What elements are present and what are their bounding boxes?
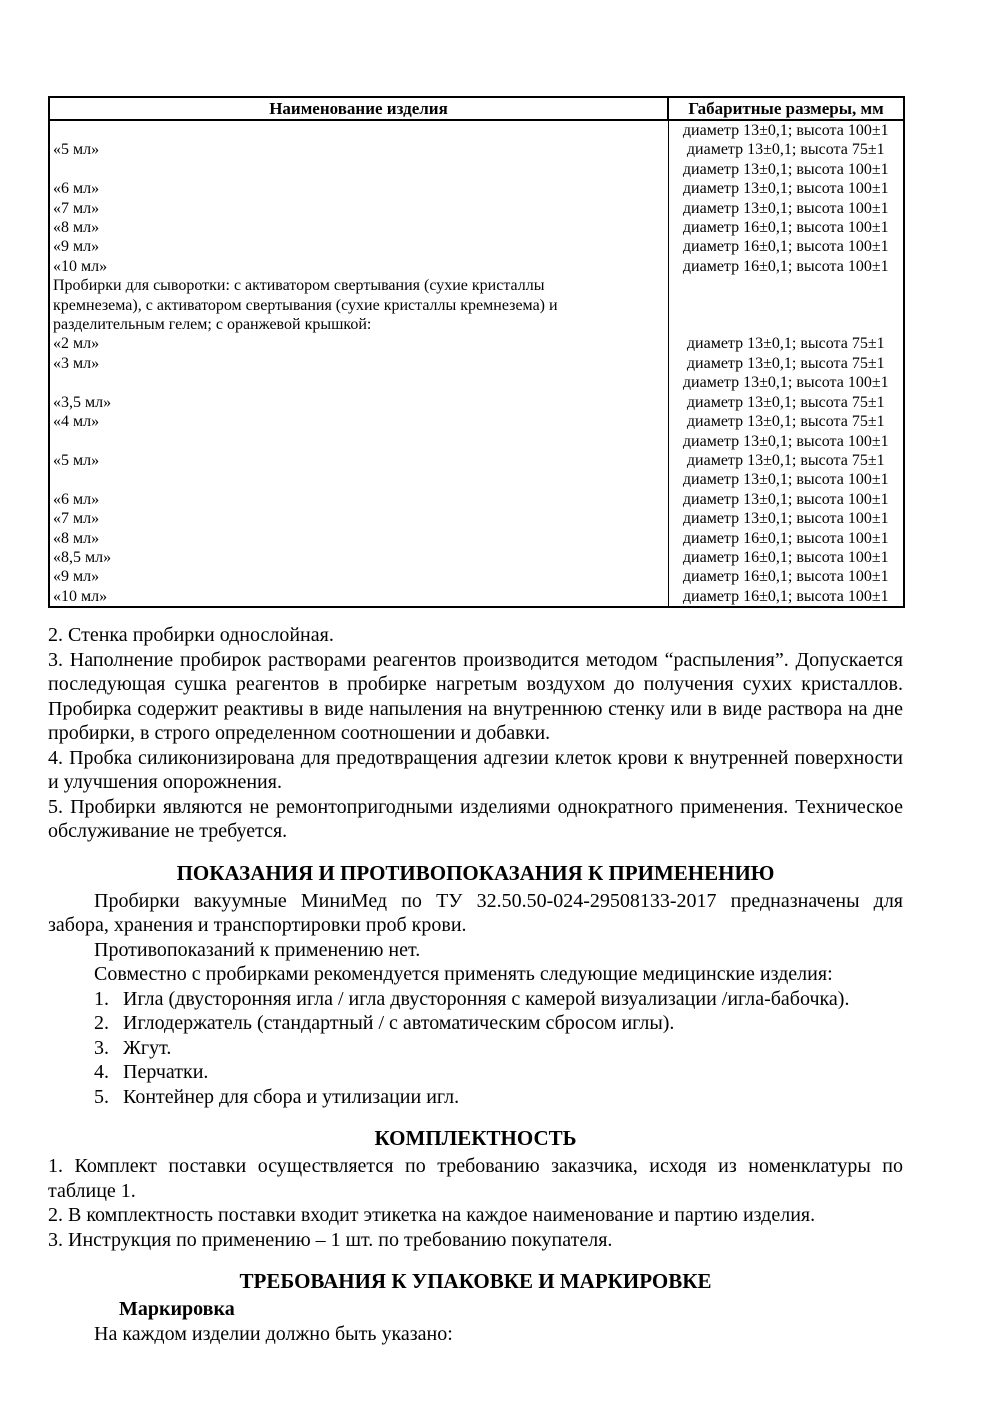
table-row (49, 120, 904, 140)
cell-product-name: «3 мл» (49, 354, 668, 373)
cell-product-name: «9 мл» (49, 567, 668, 586)
paragraph-label-included: 2. В комплектность поставки входит этикетка на каждое наименование и партию изделия. (48, 1204, 816, 1227)
cell-product-name: «5 мл» (49, 140, 668, 159)
cell-product-name: «4 мл» (49, 412, 668, 431)
list-item (48, 1036, 903, 1061)
cell-product-name (49, 160, 668, 179)
cell-product-name: Пробирки для сыворотки: с активатором свертывания (сухие кристаллы (49, 276, 668, 295)
table-row (49, 276, 904, 295)
table-row (49, 490, 904, 509)
table-row (49, 334, 904, 353)
table-row (49, 587, 904, 607)
cell-product-name: «3,5 мл» (49, 393, 668, 412)
cell-dimensions: диаметр 16±0,1; высота 100±1 (668, 218, 904, 237)
paragraph-siliconized-stopper: 4. Пробка силиконизирована для предотвращения адгезии клеток крови к внутренней поверхности и улучшения опорожнения. (48, 746, 903, 794)
cell-dimensions: диаметр 13±0,1; высота 100±1 (668, 470, 904, 489)
table-row (49, 470, 904, 489)
table-row (49, 567, 904, 586)
paragraph-instruction-included: 3. Инструкция по применению – 1 шт. по требованию покупателя. (48, 1228, 613, 1251)
list-item-number: 1. (94, 987, 109, 1010)
cell-dimensions: диаметр 13±0,1; высота 75±1 (668, 354, 904, 373)
table-row (49, 257, 904, 276)
cell-dimensions: диаметр 13±0,1; высота 100±1 (668, 199, 904, 218)
table-row (49, 140, 904, 159)
paragraph-recommended-devices: Совместно с пробирками рекомендуется применять следующие медицинские изделия: (94, 963, 833, 986)
cell-dimensions: диаметр 13±0,1; высота 100±1 (668, 490, 904, 509)
paragraph-delivery-set: 1. Комплект поставки осуществляется по требованию заказчика, исходя из номенклатуры по таблице 1. (48, 1155, 903, 1202)
table-row (49, 412, 904, 431)
table-row (49, 179, 904, 198)
table-row (49, 296, 904, 315)
cell-product-name (49, 432, 668, 451)
list-item (48, 1085, 903, 1110)
heading-completeness: КОМПЛЕКТНОСТЬ (374, 1126, 577, 1151)
cell-product-name (49, 470, 668, 489)
cell-product-name (49, 373, 668, 392)
list-item-text: Контейнер для сбора и утилизации игл. (123, 1085, 460, 1108)
heading-packaging-marking: ТРЕБОВАНИЯ К УПАКОВКЕ И МАРКИРОВКЕ (239, 1269, 712, 1294)
list-item-number: 3. (94, 1036, 109, 1059)
cell-product-name: «7 мл» (49, 509, 668, 528)
list-item-number: 4. (94, 1061, 109, 1084)
cell-product-name: «8,5 мл» (49, 548, 668, 567)
cell-dimensions: диаметр 16±0,1; высота 100±1 (668, 567, 904, 586)
table-header-row (49, 97, 904, 120)
cell-product-name: «8 мл» (49, 218, 668, 237)
cell-dimensions (668, 296, 904, 315)
cell-product-name: «8 мл» (49, 529, 668, 548)
table-row (49, 509, 904, 528)
table-row (49, 237, 904, 256)
table-row (49, 451, 904, 470)
table-row (49, 529, 904, 548)
column-header-dimensions: Габаритные размеры, мм (668, 97, 904, 120)
cell-product-name: кремнезема), с активатором свертывания (сухие кристаллы кремнезема) и (49, 296, 668, 315)
product-spec-table (48, 96, 905, 608)
cell-dimensions (668, 276, 904, 295)
table-row (49, 354, 904, 373)
cell-product-name (49, 120, 668, 140)
table-row (49, 548, 904, 567)
cell-dimensions: диаметр 13±0,1; высота 100±1 (668, 179, 904, 198)
cell-product-name: «6 мл» (49, 179, 668, 198)
heading-indications: ПОКАЗАНИЯ И ПРОТИВОПОКАЗАНИЯ К ПРИМЕНЕНИЮ (176, 860, 775, 885)
cell-dimensions: диаметр 16±0,1; высота 100±1 (668, 257, 904, 276)
column-header-product-name: Наименование изделия (49, 97, 668, 120)
cell-dimensions: диаметр 16±0,1; высота 100±1 (668, 587, 904, 607)
list-item-number: 5. (94, 1085, 109, 1108)
list-item (48, 1011, 903, 1036)
list-item-text: Иглодержатель (стандартный / с автоматическим сбросом иглы). (123, 1012, 675, 1035)
paragraph-no-contraindications: Противопоказаний к применению нет. (94, 938, 421, 961)
list-item-text: Перчатки. (123, 1061, 209, 1084)
cell-dimensions: диаметр 13±0,1; высота 100±1 (668, 509, 904, 528)
list-item-text: Игла (двусторонняя игла / игла двусторонняя с камерой визуализации /игла-бабочка). (123, 987, 850, 1010)
paragraph-tube-wall: 2. Стенка пробирки однослойная. (48, 624, 334, 647)
table-section-serum-tubes (49, 276, 904, 607)
cell-dimensions: диаметр 16±0,1; высота 100±1 (668, 237, 904, 256)
cell-dimensions: диаметр 13±0,1; высота 75±1 (668, 140, 904, 159)
list-item-number: 2. (94, 1012, 109, 1035)
paragraph-marking-intro: На каждом изделии должно быть указано: (94, 1322, 453, 1345)
cell-product-name: разделительным гелем; с оранжевой крышкой: (49, 315, 668, 334)
cell-dimensions: диаметр 13±0,1; высота 100±1 (668, 432, 904, 451)
paragraph-single-use: 5. Пробирки являются не ремонтопригодными изделиями однократного применения. Техническое обслуживание не требуется. (48, 795, 903, 843)
cell-product-name: «9 мл» (49, 237, 668, 256)
table-row (49, 160, 904, 179)
paragraph-reagent-filling: 3. Наполнение пробирок растворами реагентов производится методом “распыления”. Допускается последующая сушка реагентов в пробирке нагретым воздухом до получения сухих кристаллов. Пробирка содержит реактивы в виде напыления на внутреннюю стенку или в виде раствора на дне пробирки, в строго определенном соотношении и добавки. (48, 648, 903, 745)
document-body (48, 623, 903, 1346)
document-content (48, 96, 903, 1346)
cell-dimensions: диаметр 13±0,1; высота 100±1 (668, 160, 904, 179)
subheading-marking: Маркировка (119, 1298, 235, 1321)
cell-product-name: «10 мл» (49, 257, 668, 276)
table-row (49, 218, 904, 237)
cell-dimensions: диаметр 16±0,1; высота 100±1 (668, 529, 904, 548)
cell-dimensions: диаметр 13±0,1; высота 100±1 (668, 373, 904, 392)
table-header (49, 97, 904, 120)
cell-product-name: «10 мл» (49, 587, 668, 607)
list-item (48, 987, 903, 1012)
table-row (49, 199, 904, 218)
cell-product-name: «7 мл» (49, 199, 668, 218)
cell-dimensions: диаметр 13±0,1; высота 75±1 (668, 334, 904, 353)
table-row (49, 315, 904, 334)
cell-dimensions: диаметр 13±0,1; высота 75±1 (668, 412, 904, 431)
cell-product-name: «2 мл» (49, 334, 668, 353)
cell-dimensions: диаметр 13±0,1; высота 100±1 (668, 120, 904, 140)
cell-dimensions (668, 315, 904, 334)
paragraph-purpose: Пробирки вакуумные МиниМед по ТУ 32.50.50-024-29508133-2017 предназначены для забора, хранения и транспортировки проб крови. (48, 889, 903, 937)
table-row (49, 373, 904, 392)
cell-dimensions: диаметр 13±0,1; высота 75±1 (668, 451, 904, 470)
cell-dimensions: диаметр 16±0,1; высота 100±1 (668, 548, 904, 567)
table-section-plain-tubes (49, 120, 904, 276)
recommended-devices-list (48, 987, 903, 1110)
cell-dimensions: диаметр 13±0,1; высота 75±1 (668, 393, 904, 412)
list-item (48, 1060, 903, 1085)
cell-product-name: «6 мл» (49, 490, 668, 509)
table-row (49, 393, 904, 412)
list-item-text: Жгут. (123, 1036, 172, 1059)
cell-product-name: «5 мл» (49, 451, 668, 470)
table-row (49, 432, 904, 451)
